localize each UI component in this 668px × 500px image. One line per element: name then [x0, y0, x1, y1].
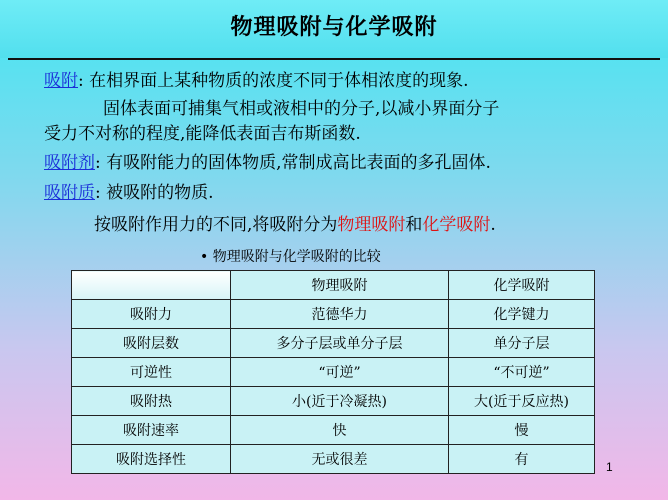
chemical-cell: 单分子层 [449, 329, 595, 358]
adsorption-text: : 在相界面上某种物质的浓度不同于体相浓度的现象. [78, 71, 469, 91]
physical-cell: 范德华力 [231, 300, 449, 329]
adsorbate-term: 吸附质 [44, 183, 95, 203]
adsorbate-definition [44, 183, 214, 204]
adsorption-definition [44, 71, 469, 92]
bullet-icon: • [200, 249, 209, 265]
classification-sentence [94, 215, 496, 236]
physical-cell: 小(近于冷凝热) [231, 387, 449, 416]
solid-surface-line2: 受力不对称的程度,能降低表面吉布斯函数. [44, 124, 361, 144]
row-label: 吸附选择性 [72, 445, 231, 474]
classification-prefix: 按吸附作用力的不同,将吸附分为 [94, 215, 338, 235]
physical-cell: 无或很差 [231, 445, 449, 474]
chemical-cell: 慢 [449, 416, 595, 445]
row-label: 吸附层数 [72, 329, 231, 358]
adsorbent-text: : 有吸附能力的固体物质,常制成高比表面的多孔固体. [95, 153, 491, 173]
row-label: 吸附力 [72, 300, 231, 329]
table-row [72, 416, 595, 445]
table-header-row [72, 271, 595, 300]
comparison-table [71, 270, 595, 474]
row-label: 吸附速率 [72, 416, 231, 445]
adsorbent-term: 吸附剂 [44, 153, 95, 173]
page-number: 1 [606, 460, 613, 474]
adsorbent-definition [44, 153, 491, 174]
adsorbate-text: : 被吸附的物质. [95, 183, 214, 203]
chemical-adsorption-highlight: 化学吸附 [422, 215, 491, 235]
header-chemical: 化学吸附 [449, 271, 595, 300]
table-row [72, 358, 595, 387]
adsorption-term: 吸附 [44, 71, 78, 91]
chemical-cell: “不可逆” [449, 358, 595, 387]
table-row [72, 300, 595, 329]
table-row [72, 445, 595, 474]
physical-cell: “可逆” [231, 358, 449, 387]
chemical-cell: 化学键力 [449, 300, 595, 329]
header-physical: 物理吸附 [231, 271, 449, 300]
row-label: 可逆性 [72, 358, 231, 387]
solid-surface-line1: 固体表面可捕集气相或液相中的分子,以减小界面分子 [103, 99, 500, 119]
table-corner-cell [72, 271, 231, 300]
chemical-cell: 有 [449, 445, 595, 474]
comparison-heading [200, 246, 381, 266]
physical-cell: 快 [231, 416, 449, 445]
chemical-cell: 大(近于反应热) [449, 387, 595, 416]
page-title: 物理吸附与化学吸附 [230, 15, 438, 40]
physical-cell: 多分子层或单分子层 [231, 329, 449, 358]
physical-adsorption-highlight: 物理吸附 [337, 215, 406, 235]
conjunction: 和 [405, 215, 423, 235]
comparison-heading-text: 物理吸附与化学吸附的比较 [212, 249, 381, 265]
title-divider [8, 58, 660, 60]
sentence-period: . [490, 215, 496, 235]
row-label: 吸附热 [72, 387, 231, 416]
table-row [72, 387, 595, 416]
table-row [72, 329, 595, 358]
